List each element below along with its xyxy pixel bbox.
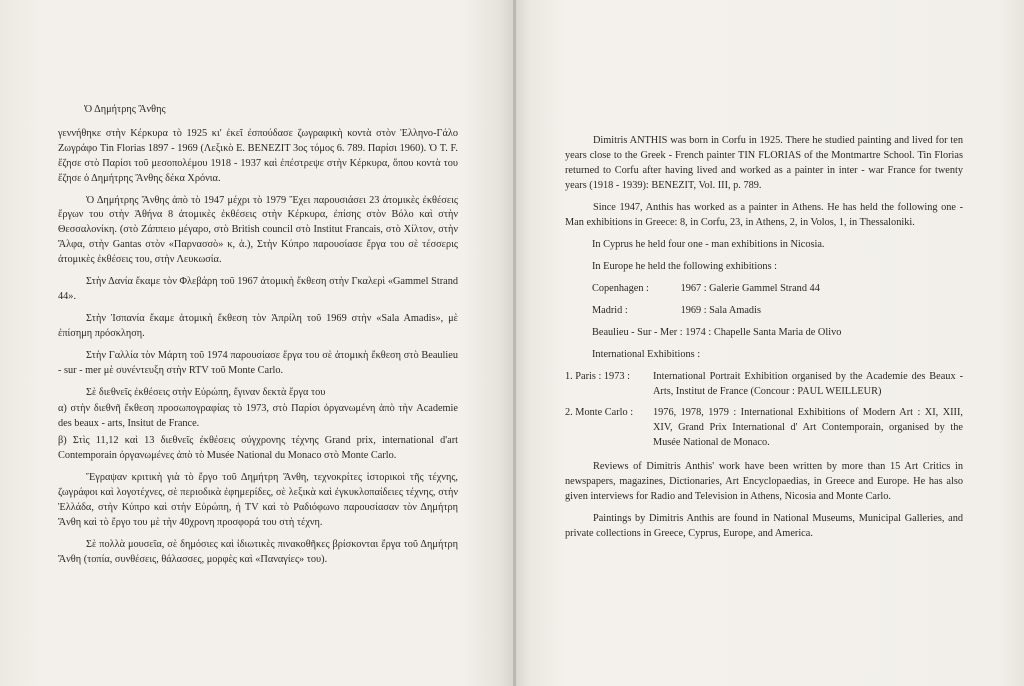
europe-place: Beaulieu - Sur - Mer : [592, 327, 683, 338]
intl-value: 1976, 1978, 1979 : International Exhibitions of Modern Art : XI, XIII, XIV, Grand Prix International d' Art Contemporain, organised by the Musée National de Monaco. [653, 407, 963, 448]
english-paragraph-reviews: Reviews of Dimitris Anthis' work have been written by more than 15 Art Critics in newspapers, magazines, Dictionaries, Art Encyclopaedias, in Greece and Europe. He has also given interviews for Radio and Television in Athens, Nicosia and Monte Carlo. [565, 461, 963, 502]
greek-paragraph-exhibitions: Ὁ Δημήτρης Ἄνθης ἀπὸ τὸ 1947 μέχρι τὸ 1979 Ἔχει παρουσιάσει 23 ἀτομικὲς ἐκθέσεις ἔργων του στὴν Ἀθήνα 8 ἀτομικὲς ἐκθέσεις στὴν Κέρκυρα, ἐπίσης στὸν Βόλο καὶ στὴν Θεσσαλονίκη. (στὸ Ζάππειο μέγαρο, στὸ British council στὸ Institut Francais, στὸ Χίλτον, στὴν Ἄλφα, στὴν Gantas στὸν «Παρνασσὸ» κ, ἀ.), Στὴν Κύπρο παρουσίασε ἔργα του σὲ τέσσερις ἀτομικὲς ἐκθέσεις του, στὴν Λευκωσία. [58, 194, 458, 266]
greek-intl-item-a: α) στὴν διεθνῆ ἔκθεση προσωπογραφίας τὸ 1973, στὸ Παρίσι ὀργανωμένη ἀπὸ τὴν Academie des beaux - arts, Insitut de France. [58, 403, 458, 430]
english-paragraph-since: Since 1947, Anthis has worked as a painter in Athens. He has held the following one - Man exhibitions in Greece: 8, in Corfu, 23, in Athens, 2, in Volos, 1, in Thessaloniki. [565, 202, 963, 228]
english-text-column [565, 133, 963, 548]
greek-paragraph-spain: Στὴν Ἰσπανία ἔκαμε ἀτομικὴ ἔκθεση τὸν Ἀπρίλη τοῦ 1969 στὴν «Sala Amadis», μὲ ἐπίσημη πρόσκληση. [58, 312, 458, 339]
europe-place: Madrid : [592, 305, 628, 316]
greek-international-block [58, 386, 458, 465]
europe-exhibition-row [592, 325, 963, 340]
greek-intl-item-b: β) Στὶς 11,12 καὶ 13 διεθνεῖς ἐκθέσεις σύγχρονης τέχνης Grand prix, international d'art Contemporain ὀργανωμένες ἀπὸ τὸ Musée National du Monaco στὸ Monte Carlo. [58, 435, 458, 462]
europe-detail: 1969 : Sala Amadis [680, 305, 761, 316]
europe-place: Copenhagen : [592, 283, 649, 294]
intl-key: 1. Paris : 1973 : [565, 371, 630, 382]
english-paragraph-collections: Paintings by Dimitris Anthis are found in National Museums, Municipal Galleries, and private collections in Greece, Cyprus, Europe, and America. [565, 513, 963, 539]
intl-exhibition-row [565, 369, 963, 399]
english-europe-intro: In Europe he held the following exhibitions : [592, 261, 778, 272]
greek-intl-intro: Σὲ διεθνεῖς ἐκθέσεις στὴν Εὐρώπη, ἔγιναν δεκτὰ ἔργα του [86, 386, 326, 398]
english-paragraph-cyprus: In Cyprus he held four one - man exhibitions in Nicosia. [592, 239, 825, 250]
intl-exhibition-row [565, 405, 963, 450]
greek-text-column [58, 103, 458, 574]
english-paragraph-bio: Dimitris ANTHIS was born in Corfu in 1925. There he studied painting and lived for ten years close to the Greek - French painter TIN FLORIAS of the Montmartre School. Tin Florias returned to Corfu after having lived and worked as a painter in inter - war France for twenty years (1918 - 1939): BENEZIT, Vol. III, p. 789. [565, 135, 963, 191]
greek-paragraph-birth: γεννήθηκε στὴν Κέρκυρα τὸ 1925 κι' ἐκεῖ ἐσπούδασε ζωγραφικὴ κοντὰ στὸν Ἑλληνο-Γάλο Ζωγράφο Tin Florias 1897 - 1969 (Λεξικὸ E. BENEZIT 3ος τόμος 6. 789. Παρίσι 1960). Ὁ T. F. ἔζησε στὸ Παρίσι τοῦ μεσοπολέμου 1918 - 1937 καὶ ἐπέστρεψε στὴν Κέρκυρα, ὅπου κοντὰ του ἔζησε ὁ Δημήτρης Ἄνθης δέκα Χρόνια. [58, 127, 458, 184]
intl-value: International Portrait Exhibition organised by the Academie des Beaux - Arts, Institut de France (Concour : PAUL WEILLEUR) [653, 371, 963, 397]
greek-paragraph-collections: Σὲ πολλὰ μουσεῖα, σὲ δημόσιες καὶ ἰδιωτικὲς πινακοθῆκες βρίσκονται ἔργα τοῦ Δημήτρη Ἄνθη (τοπία, συνθέσεις, θάλασσες, μορφὲς καὶ «Παναγίες» του). [58, 538, 458, 565]
europe-exhibition-row [592, 281, 963, 296]
europe-detail: 1967 : Galerie Gammel Strand 44 [680, 283, 820, 294]
english-intl-heading: International Exhibitions : [592, 349, 701, 360]
greek-title: Ὁ Δημήτρης Ἄνθης [84, 104, 166, 115]
greek-paragraph-reviews: Ἔγραψαν κριτικὴ γιὰ τὸ ἔργο τοῦ Δημήτρη Ἄνθη, τεχνοκρίτες ἱστορικοὶ τῆς τέχνης, ζωγράφοι καὶ λογοτέχνες, σὲ περιοδικὰ ἐφημερίδες, σὲ λεξικὰ καὶ ἐγκυκλοπαίδειες τέχνης, στὴν Ἑλλάδα, στὴν Κύπρο καὶ στὴν Εὐρώπη, ἡ TV καὶ τὸ Ραδιόφωνο παρουσίασαν τὸν Δημήτρη Ἄνθη καὶ τὸ ἔργο του μὲ τὴν 40χρονη προσφορά του στὴ τέχνη. [58, 472, 458, 528]
intl-key: 2. Monte Carlo : [565, 407, 634, 418]
greek-paragraph-france: Στὴν Γαλλία τὸν Μάρτη τοῦ 1974 παρουσίασε ἔργα του σὲ ἀτομικὴ ἔκθεση στὸ Beaulieu - sur - mer μὲ συνέντευξη στὴν RTV τοῦ Monte Carlo. [58, 349, 458, 376]
europe-exhibition-row [592, 303, 963, 318]
europe-detail: 1974 : Chapelle Santa Maria de Olivo [685, 327, 842, 338]
page-gutter [513, 0, 516, 686]
greek-paragraph-denmark: Στὴν Δανία ἔκαμε τὸν Φλεβάρη τοῦ 1967 ἀτομικὴ ἔκθεση στὴν Γκαλερὶ «Gammel Strand 44». [58, 276, 458, 302]
